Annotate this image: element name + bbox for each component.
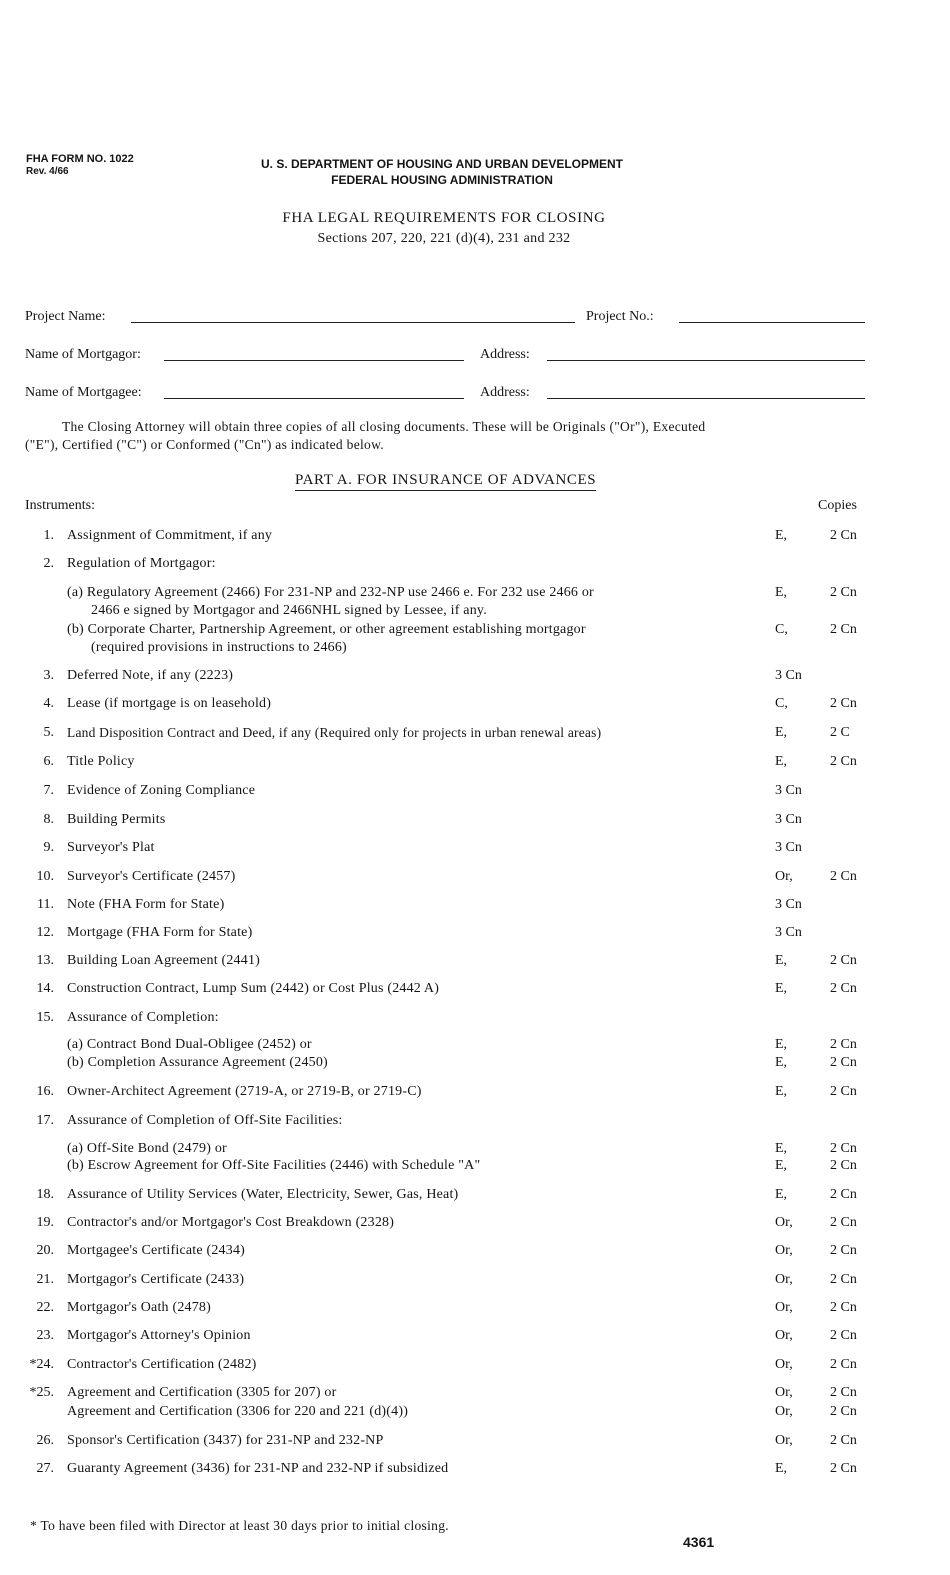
- project-name-label: Project Name:: [25, 309, 106, 324]
- item-number: 11.: [37, 897, 54, 912]
- copy-count: 2 Cn: [830, 1037, 857, 1052]
- copy-type: C,: [775, 622, 788, 637]
- item-text: Note (FHA Form for State): [67, 897, 225, 912]
- part-a-heading: PART A. FOR INSURANCE OF ADVANCES: [295, 472, 596, 491]
- item-text: Title Policy: [67, 754, 135, 769]
- mortgagee-name-label: Name of Mortgagee:: [25, 385, 142, 400]
- item-text: Mortgagor's Certificate (2433): [67, 1272, 245, 1287]
- item-number: 14.: [36, 981, 54, 996]
- item-text: Mortgagor's Oath (2478): [67, 1300, 211, 1315]
- item-text: Owner-Architect Agreement (2719-A, or 2719-B, or 2719-C): [67, 1084, 422, 1099]
- copy-type: E,: [775, 1055, 788, 1070]
- copy-count: 2 Cn: [830, 1461, 857, 1476]
- copy-count: 2 Cn: [830, 981, 857, 996]
- item-text: Assurance of Completion:: [67, 1010, 219, 1025]
- copy-count: 2 Cn: [830, 1084, 857, 1099]
- department-name: U. S. DEPARTMENT OF HOUSING AND URBAN DEVELOPMENT: [260, 157, 623, 171]
- item-number: 19.: [36, 1215, 54, 1230]
- mortgagor-address-field[interactable]: [547, 360, 865, 361]
- copy-count: 2 Cn: [830, 1187, 857, 1202]
- item-number: *24.: [29, 1357, 54, 1372]
- item-text: Regulation of Mortgagor:: [67, 556, 216, 571]
- copy-type: E,: [775, 1141, 788, 1156]
- copy-count: 2 Cn: [830, 1300, 857, 1315]
- copy-type: Or,: [775, 869, 793, 884]
- mortgagee-address-field[interactable]: [547, 398, 865, 399]
- copy-count: 2 Cn: [830, 1243, 857, 1258]
- item-text: (a) Off-Site Bond (2479) or: [67, 1141, 227, 1156]
- intro-line-2: ("E"), Certified ("C") or Conformed ("Cn") as indicated below.: [25, 437, 384, 452]
- administration-name: FEDERAL HOUSING ADMINISTRATION: [331, 173, 553, 187]
- form-number: FHA FORM NO. 1022: [26, 153, 134, 165]
- project-no-field[interactable]: [679, 322, 865, 323]
- item-text-continued: (required provisions in instructions to 2466): [91, 640, 347, 655]
- copy-type: E,: [775, 754, 788, 769]
- item-number: 8.: [43, 812, 54, 827]
- item-text: Building Loan Agreement (2441): [67, 953, 261, 968]
- copy-type: Or,: [775, 1215, 793, 1230]
- copy-type: E,: [775, 1084, 788, 1099]
- mortgagee-address-label: Address:: [480, 385, 530, 400]
- item-text: Sponsor's Certification (3437) for 231-NP and 232-NP: [67, 1433, 384, 1448]
- item-text: (b) Completion Assurance Agreement (2450): [67, 1055, 328, 1070]
- item-number: 27.: [36, 1461, 54, 1476]
- copy-count: 2 Cn: [830, 1433, 857, 1448]
- copy-type: E,: [775, 528, 788, 543]
- copy-type: C,: [775, 696, 788, 711]
- form-revision: Rev. 4/66: [26, 166, 69, 177]
- item-text: (b) Corporate Charter, Partnership Agreement, or other agreement establishing mortgagor: [67, 622, 586, 637]
- copy-type: E,: [775, 725, 788, 740]
- item-text: Building Permits: [67, 812, 166, 827]
- item-text-continued: Agreement and Certification (3306 for 220 and 221 (d)(4)): [67, 1404, 409, 1419]
- copy-type: E,: [775, 1037, 788, 1052]
- copy-count: 2 Cn: [830, 1158, 857, 1173]
- item-text: Construction Contract, Lump Sum (2442) or Cost Plus (2442 A): [67, 981, 440, 996]
- item-number: 9.: [43, 840, 54, 855]
- item-number: 20.: [36, 1243, 54, 1258]
- page-title: FHA LEGAL REQUIREMENTS FOR CLOSING: [282, 210, 606, 226]
- item-text: Lease (if mortgage is on leasehold): [67, 696, 272, 711]
- item-text: Assignment of Commitment, if any: [67, 528, 273, 543]
- copy-type: Or,: [775, 1243, 793, 1258]
- item-text: Mortgage (FHA Form for State): [67, 925, 253, 940]
- copy-type: Or,: [775, 1300, 793, 1315]
- item-number: 5.: [43, 725, 54, 740]
- copy-type: Or,: [775, 1385, 793, 1400]
- project-no-label: Project No.:: [586, 309, 654, 324]
- copy-count: 2 Cn: [830, 953, 857, 968]
- copy-type: 3 Cn: [775, 668, 802, 683]
- item-number: 15.: [36, 1010, 54, 1025]
- item-number: 2.: [43, 556, 54, 571]
- copy-count: 2 Cn: [830, 869, 857, 884]
- page-code: 4361: [683, 1534, 715, 1550]
- item-number: 7.: [43, 783, 54, 798]
- instruments-label: Instruments:: [25, 498, 95, 513]
- item-text: (a) Regulatory Agreement (2466) For 231-NP and 232-NP use 2466 e. For 232 use 2466 or: [67, 585, 594, 600]
- copy-count: 2 Cn: [830, 1055, 857, 1070]
- copy-count: 2 Cn: [830, 1404, 857, 1419]
- copy-type: Or,: [775, 1357, 793, 1372]
- item-number: 6.: [43, 754, 54, 769]
- copy-type: 3 Cn: [775, 840, 802, 855]
- page-subtitle: Sections 207, 220, 221 (d)(4), 231 and 232: [317, 231, 571, 246]
- mortgagor-address-label: Address:: [480, 347, 530, 362]
- copy-type: E,: [775, 953, 788, 968]
- intro-line-1: The Closing Attorney will obtain three copies of all closing documents. These will be Originals ("Or"), Executed: [62, 419, 706, 434]
- item-text: Evidence of Zoning Compliance: [67, 783, 256, 798]
- copy-count: 2 Cn: [830, 528, 857, 543]
- copy-type: Or,: [775, 1433, 793, 1448]
- item-text: Contractor's Certification (2482): [67, 1357, 257, 1372]
- copy-type: E,: [775, 1158, 788, 1173]
- copy-type: E,: [775, 981, 788, 996]
- item-number: 26.: [36, 1433, 54, 1448]
- item-text: Mortgagor's Attorney's Opinion: [67, 1328, 251, 1343]
- item-text: Assurance of Completion of Off-Site Facilities:: [67, 1113, 343, 1128]
- item-text: Surveyor's Plat: [67, 840, 155, 855]
- item-number: 16.: [36, 1084, 54, 1099]
- copy-type: Or,: [775, 1272, 793, 1287]
- item-text: Deferred Note, if any (2223): [67, 668, 234, 683]
- item-text: Guaranty Agreement (3436) for 231-NP and 232-NP if subsidized: [67, 1461, 449, 1476]
- item-text: Land Disposition Contract and Deed, if any (Required only for projects in urban renewal areas): [67, 725, 602, 740]
- mortgagee-name-field[interactable]: [164, 398, 464, 399]
- copy-count: 2 C: [830, 725, 850, 740]
- copy-type: E,: [775, 1187, 788, 1202]
- copy-count: 2 Cn: [830, 1272, 857, 1287]
- copy-type: 3 Cn: [775, 925, 802, 940]
- item-number: 1.: [43, 528, 54, 543]
- project-name-field[interactable]: [131, 322, 575, 323]
- copy-type: E,: [775, 1461, 788, 1476]
- item-text: (b) Escrow Agreement for Off-Site Facilities (2446) with Schedule "A": [67, 1158, 481, 1173]
- item-text-continued: 2466 e signed by Mortgagor and 2466NHL signed by Lessee, if any.: [91, 603, 487, 618]
- copy-type: 3 Cn: [775, 812, 802, 827]
- copy-count: 2 Cn: [830, 696, 857, 711]
- item-number: *25.: [29, 1385, 54, 1400]
- item-number: 21.: [36, 1272, 54, 1287]
- item-number: 22.: [36, 1300, 54, 1315]
- item-number: 17.: [36, 1113, 54, 1128]
- copy-count: 2 Cn: [830, 1328, 857, 1343]
- copy-type: Or,: [775, 1404, 793, 1419]
- item-number: 12.: [36, 925, 54, 940]
- copy-count: 2 Cn: [830, 1215, 857, 1230]
- copy-count: 2 Cn: [830, 1357, 857, 1372]
- mortgagor-name-field[interactable]: [164, 360, 464, 361]
- item-number: 4.: [43, 696, 54, 711]
- item-text: Contractor's and/or Mortgagor's Cost Breakdown (2328): [67, 1215, 395, 1230]
- copy-count: 2 Cn: [830, 585, 857, 600]
- item-number: 23.: [36, 1328, 54, 1343]
- copies-label: Copies: [818, 498, 857, 513]
- item-text: Assurance of Utility Services (Water, Electricity, Sewer, Gas, Heat): [67, 1187, 459, 1202]
- copy-type: 3 Cn: [775, 783, 802, 798]
- copy-count: 2 Cn: [830, 622, 857, 637]
- copy-type: 3 Cn: [775, 897, 802, 912]
- item-text: Mortgagee's Certificate (2434): [67, 1243, 246, 1258]
- copy-count: 2 Cn: [830, 1141, 857, 1156]
- copy-type: E,: [775, 585, 788, 600]
- mortgagor-name-label: Name of Mortgagor:: [25, 347, 141, 362]
- footnote: * To have been filed with Director at least 30 days prior to initial closing.: [30, 1518, 449, 1533]
- item-number: 10.: [36, 869, 54, 884]
- copy-type: Or,: [775, 1328, 793, 1343]
- item-number: 13.: [36, 953, 54, 968]
- item-number: 18.: [36, 1187, 54, 1202]
- copy-count: 2 Cn: [830, 1385, 857, 1400]
- copy-count: 2 Cn: [830, 754, 857, 769]
- item-number: 3.: [43, 668, 54, 683]
- item-text: Surveyor's Certificate (2457): [67, 869, 236, 884]
- item-text: (a) Contract Bond Dual-Obligee (2452) or: [67, 1037, 312, 1052]
- item-text: Agreement and Certification (3305 for 207) or: [67, 1385, 337, 1400]
